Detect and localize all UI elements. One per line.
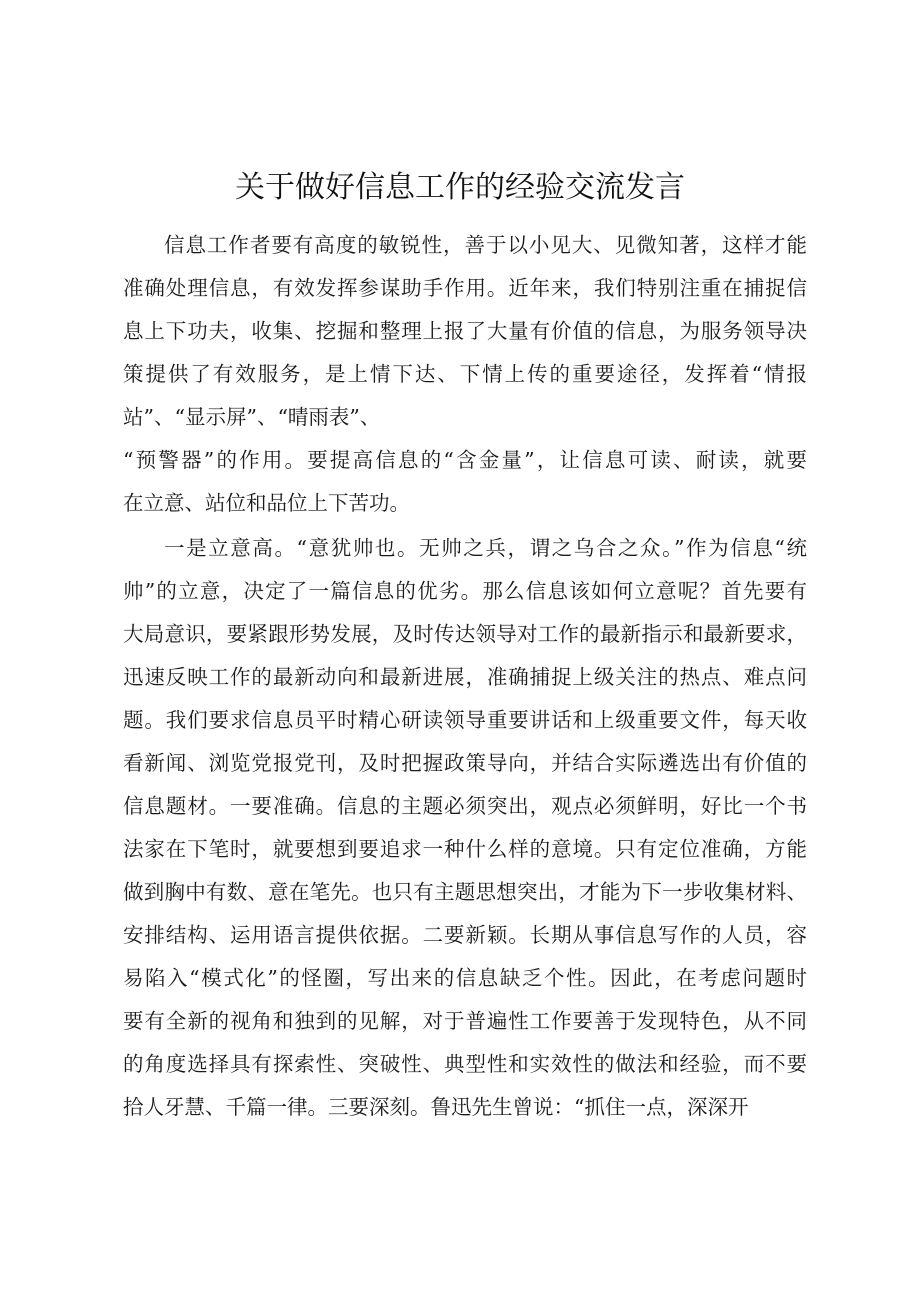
text-line: 大局意识，要紧跟形势发展，及时传达领导对工作的最新指示和最新要求， [123,622,807,646]
text-line: 一是立意高。“意犹帅也。无帅之兵，谓之乌合之众。”作为信息“统 [164,536,807,560]
text-line: “预警器”的作用。要提高信息的“含金量”，让信息可读、耐读，就要 [123,448,807,472]
text-line: 策提供了有效服务，是上情下达、下情上传的重要途径，发挥着“情报 [123,362,807,386]
text-line: 的角度选择具有探索性、突破性、典型性和实效性的做法和经验，而不要 [123,1052,807,1076]
text-line: 在立意、站位和品位上下苦功。 [123,491,410,515]
text-line: 站”、“显示屏”、“晴雨表”、 [123,405,381,429]
text-line: 信息题材。一要准确。信息的主题必须突出，观点必须鲜明，好比一个书 [123,794,807,818]
text-line: 要有全新的视角和独到的见解，对于普遍性工作要善于发现特色，从不同 [123,1009,807,1033]
text-line: 息上下功夫，收集、挖掘和整理上报了大量有价值的信息，为服务领导决 [123,319,807,343]
text-line: 题。我们要求信息员平时精心研读领导重要讲话和上级重要文件，每天收 [123,708,807,732]
document-title: 关于做好信息工作的经验交流发言 [235,170,685,205]
text-line: 迅速反映工作的最新动向和最新进展，准确捕捉上级关注的热点、难点问 [123,665,807,689]
text-line: 法家在下笔时，就要想到要追求一种什么样的意境。只有定位准确，方能 [123,837,807,861]
text-line: 易陷入“模式化”的怪圈，写出来的信息缺乏个性。因此，在考虑问题时 [123,966,807,990]
document-body [123,224,807,1129]
paragraph-intro [123,224,807,525]
text-line: 帅”的立意，决定了一篇信息的优劣。那么信息该如何立意呢？首先要有 [123,579,807,603]
text-line: 安排结构、运用语言提供依据。二要新颖。长期从事信息写作的人员，容 [123,923,807,947]
text-line: 拾人牙慧、千篇一律。三要深刻。鲁迅先生曾说：“抓住一点，深深开 [123,1095,749,1119]
text-line: 准确处理信息，有效发挥参谋助手作用。近年来，我们特别注重在捕捉信 [123,276,807,300]
text-line: 信息工作者要有高度的敏锐性，善于以小见大、见微知著，这样才能 [164,233,807,257]
text-line: 做到胸中有数、意在笔先。也只有主题思想突出，才能为下一步收集材料、 [123,880,807,904]
paragraph-point-one [123,527,807,1129]
text-line: 看新闻、浏览党报党刊，及时把握政策导向，并结合实际遴选出有价值的 [123,751,807,775]
